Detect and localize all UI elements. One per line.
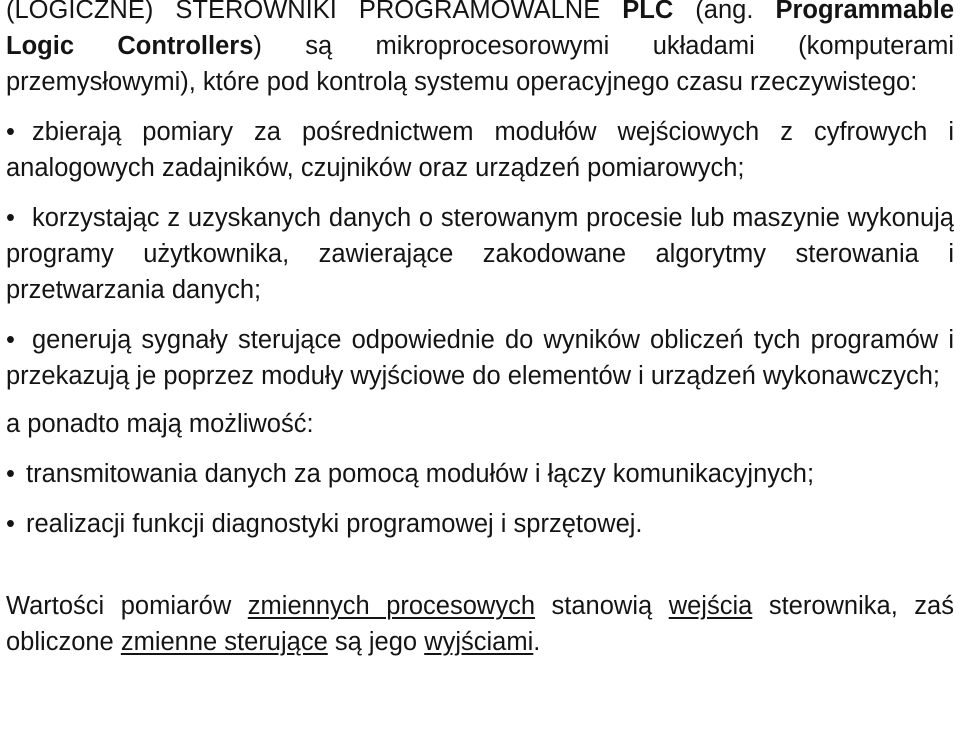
link-process-variables: zmiennych procesowych bbox=[247, 592, 536, 620]
also-intro: a ponadto mają możliwość: bbox=[6, 410, 314, 438]
closing-text-3: sterownika, zaś obliczone bbox=[6, 592, 954, 656]
closing-text-5: . bbox=[533, 628, 541, 656]
also-bullet-text-2: realizacji funkcji diagnostyki programowej i sprzętowej. bbox=[26, 510, 643, 538]
link-outputs: wyjściami bbox=[424, 628, 534, 656]
bullet-icon: • bbox=[6, 510, 15, 538]
bullet-text-1: zbierają pomiary za pośrednictwem modułów wejściowych z cyfrowych i analogowych zadajników, czujników oraz urządzeń pomiarowych; bbox=[6, 118, 954, 182]
intro-plc: PLC bbox=[622, 0, 674, 24]
closing-text-4: są jego bbox=[327, 628, 425, 656]
link-control-variables: zmienne sterujące bbox=[120, 628, 328, 656]
also-bullet-text-1: transmitowania danych za pomocą modułów i łączy komunikacyjnych; bbox=[26, 460, 815, 488]
bullet-item-1 bbox=[6, 114, 954, 186]
intro-ang: (ang. bbox=[695, 0, 754, 24]
closing-text-1: Wartości pomiarów bbox=[6, 592, 248, 620]
also-bullet-2 bbox=[6, 506, 954, 542]
also-bullet-1 bbox=[6, 456, 954, 492]
closing-paragraph bbox=[6, 588, 954, 660]
bullet-item-2 bbox=[6, 200, 954, 308]
intro-post: ) są mikroprocesorowymi układami (komputerami przemysłowymi), które pod kontrolą systemu operacyjnego czasu rzeczywistego: bbox=[6, 32, 954, 96]
intro-bold-term: Programmable Logic Controllers bbox=[6, 0, 954, 60]
bullet-icon: • bbox=[6, 118, 15, 146]
intro-paragraph bbox=[6, 0, 954, 100]
bullet-icon: • bbox=[6, 326, 15, 354]
bullet-text-2: korzystając z uzyskanych danych o sterowanym procesie lub maszynie wykonują programy użytkownika, zawierające zakodowane algorytmy sterowania i przetwarzania danych; bbox=[6, 204, 954, 304]
bullet-text-3: generują sygnały sterujące odpowiednie do wyników obliczeń tych programów i przekazują je poprzez moduły wyjściowe do elementów i urządzeń wykonawczych; bbox=[6, 326, 954, 390]
intro-pre: (LOGICZNE) STEROWNIKI PROGRAMOWALNE bbox=[6, 0, 601, 24]
closing-text-2: stanowią bbox=[535, 592, 669, 620]
link-inputs: wejścia bbox=[668, 592, 753, 620]
bullet-item-3 bbox=[6, 322, 954, 394]
bullet-icon: • bbox=[6, 204, 15, 232]
document-body bbox=[6, 0, 954, 660]
bullet-icon: • bbox=[6, 460, 15, 488]
